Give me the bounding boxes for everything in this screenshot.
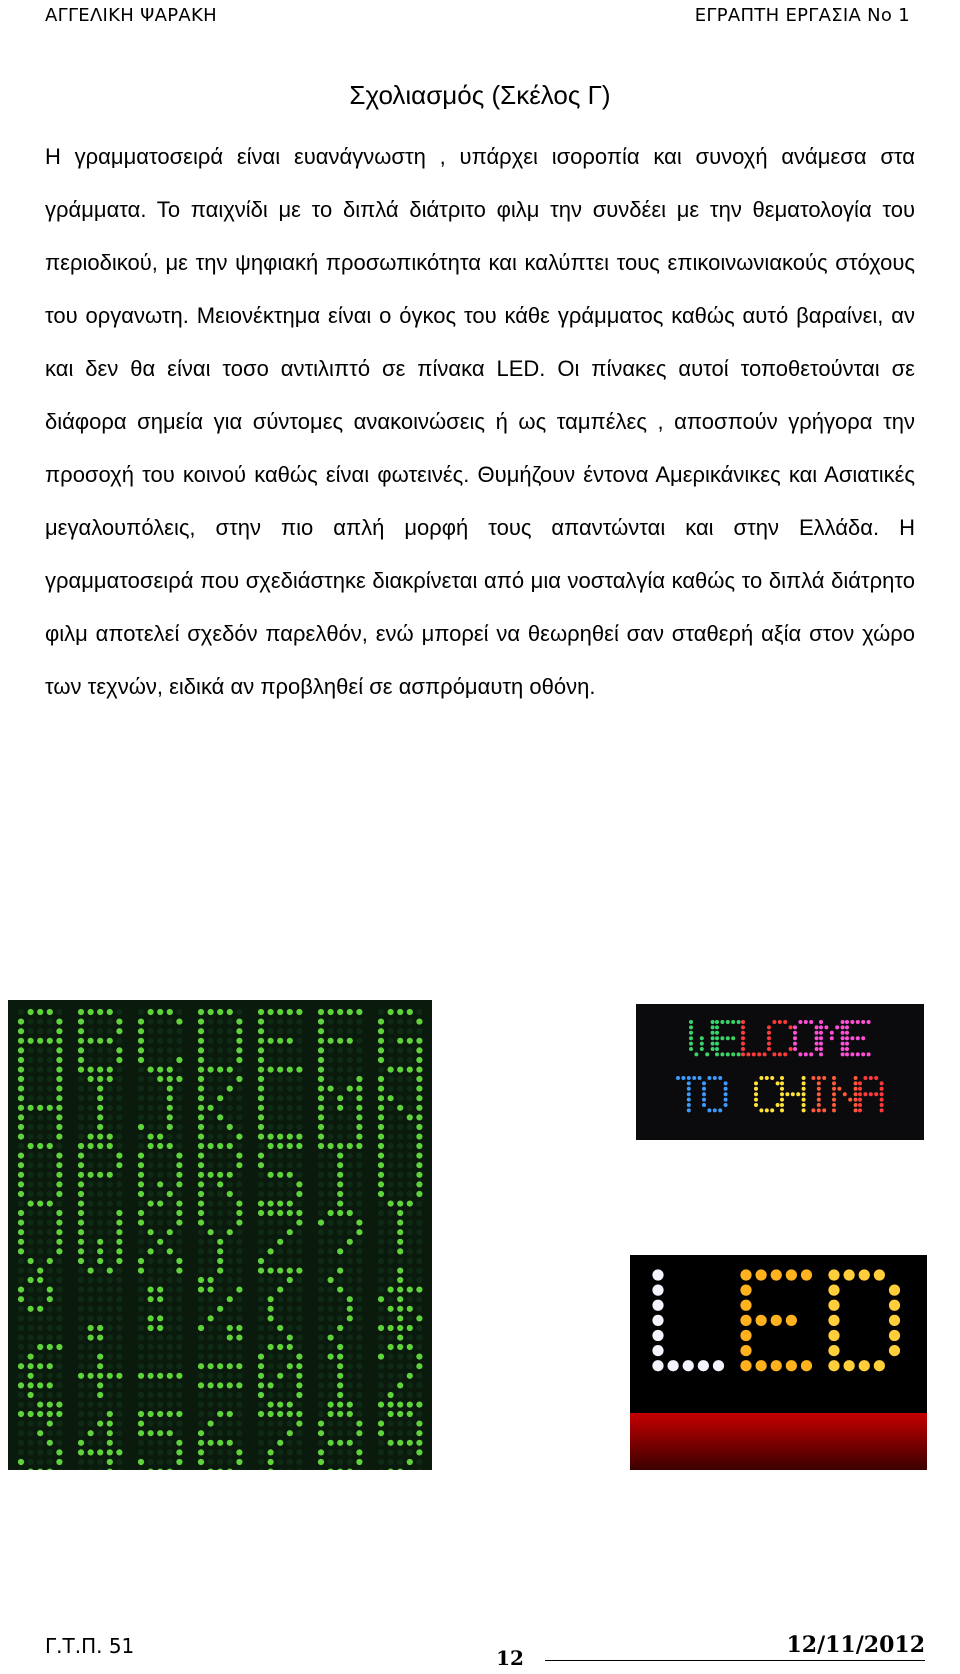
led-glyph [378,1009,423,1073]
led-glyph [18,1277,63,1341]
led-glyph [78,1210,123,1274]
led-glyph [18,1009,63,1073]
led-glyph [138,1344,183,1408]
led-glyph [198,1210,243,1274]
page-header [45,0,910,30]
china-glyph [754,1076,780,1112]
led-glyph [378,1210,423,1274]
led-glyph [378,1076,423,1140]
led-glyph [258,1143,303,1207]
led-glyph [138,1143,183,1207]
led-glyph [258,1277,303,1341]
led-letters-image [630,1255,927,1470]
welcome-sign-svg [636,1004,924,1140]
led-glyph [198,1344,243,1408]
led-glyph [318,1344,363,1408]
led-alphabet-image [8,1000,432,1470]
led-glyph [258,1210,303,1274]
led-alphabet-svg [8,1000,432,1470]
led-glyph [318,1143,363,1207]
led-glyph [138,1210,183,1274]
led-glyph [78,1344,123,1408]
welcome-sign-image [636,1004,924,1140]
led-glyph [138,1076,183,1140]
welcome-glyph [767,1020,793,1056]
footer-date: 12/11/2012 [786,1632,925,1658]
footer-page-number: 12 [496,1646,524,1670]
red-reflection [630,1413,927,1470]
led-photo-glyph [740,1269,812,1371]
welcome-glyph [845,1020,871,1056]
led-letters-svg [630,1255,927,1470]
led-glyph [198,1009,243,1073]
led-glyph [318,1009,363,1073]
led-glyph [258,1411,303,1470]
led-glyph [198,1143,243,1207]
led-photo-glyph [652,1269,724,1371]
led-glyph [18,1210,63,1274]
china-glyph [858,1076,884,1112]
led-glyph [18,1143,63,1207]
welcome-glyph [741,1020,767,1056]
led-glyph [258,1344,303,1408]
led-glyph [78,1076,123,1140]
led-glyph [78,1143,123,1207]
led-glyph [318,1411,363,1470]
header-assignment: ΕΓΡΑΠΤΗ ΕΡΓΑΣΙΑ Νο 1 [694,4,910,26]
china-glyph [780,1076,806,1112]
footer-rule [545,1660,925,1661]
led-glyph [378,1143,423,1207]
led-glyph [18,1076,63,1140]
led-photo-glyph [828,1269,900,1371]
led-glyph [198,1411,243,1470]
led-glyph [78,1277,123,1341]
led-glyph [138,1411,183,1470]
led-glyph [318,1277,363,1341]
led-glyph [18,1344,63,1408]
led-glyph [18,1411,63,1470]
led-glyph [138,1277,183,1341]
china-glyph [811,1076,826,1112]
led-glyph [138,1009,183,1073]
led-glyph [378,1344,423,1408]
footer-course: Γ.Τ.Π. 51 [45,1634,135,1658]
led-glyph [78,1009,123,1073]
welcome-glyph [715,1020,741,1056]
commentary-paragraph: Η γραμματοσειρά είναι ευανάγνωστη , υπάρχει ισοροπία και συνοχή ανάμεσα στα γράμματα. Το παιχνίδι με το διπλά διάτριτο φιλμ την συνδέει με την θεματολογία του περιοδικού, με την ψηφιακή προσωπικότητα και καλύπτει τους επικοινωνιακούς στόχους του οργανωτη. Μειονέκτημα είναι ο όγκος του κάθε γράμματος καθώς αυτό βαραίνει, αν και δεν θα είναι τοσο αντιλιπτό σε πίνακα LED. Οι πίνακες αυτοί τοποθετούνται σε διάφορα σημεία για σύντομες ανακοινώσεις ή ως ταμπέλες , αποσπούν γρήγορα την προσοχή του κοινού καθώς είναι φωτεινές. Θυμήζουν έντονα Αμερικάνικες και Ασιατικές μεγαλουπόλεις, στην πιο απλή μορφή τους απαντώνται και στην Ελλάδα. Η γραμματοσειρά που σχεδιάστηκε διακρίνεται από μια νοσταλγία καθώς το διπλά διάτρητο φιλμ αποτελεί σχεδόν παρελθόν, ενώ μπορεί να θεωρηθεί σαν σταθερή αξία στον χώρο των τεχνών, ειδικά αν προβληθεί σε ασπρόμαυτη οθόνη. [45,144,915,699]
led-glyph [78,1411,123,1470]
led-glyph [198,1076,243,1140]
led-glyph [258,1009,303,1073]
china-glyph [676,1076,702,1112]
china-glyph [832,1076,858,1112]
led-glyph [378,1411,423,1470]
china-glyph [702,1076,728,1112]
section-title: Σχολιασμός (Σκέλος Γ) [349,80,611,110]
led-glyph [258,1076,303,1140]
led-glyph [378,1277,423,1341]
led-glyph [318,1210,363,1274]
welcome-glyph [689,1020,715,1056]
welcome-glyph [793,1020,819,1056]
header-author: ΑΓΓΕΛΙΚΗ ΨΑΡΑΚΗ [45,4,217,26]
welcome-glyph [819,1020,845,1056]
led-glyph [198,1277,243,1341]
led-glyph [318,1076,363,1140]
